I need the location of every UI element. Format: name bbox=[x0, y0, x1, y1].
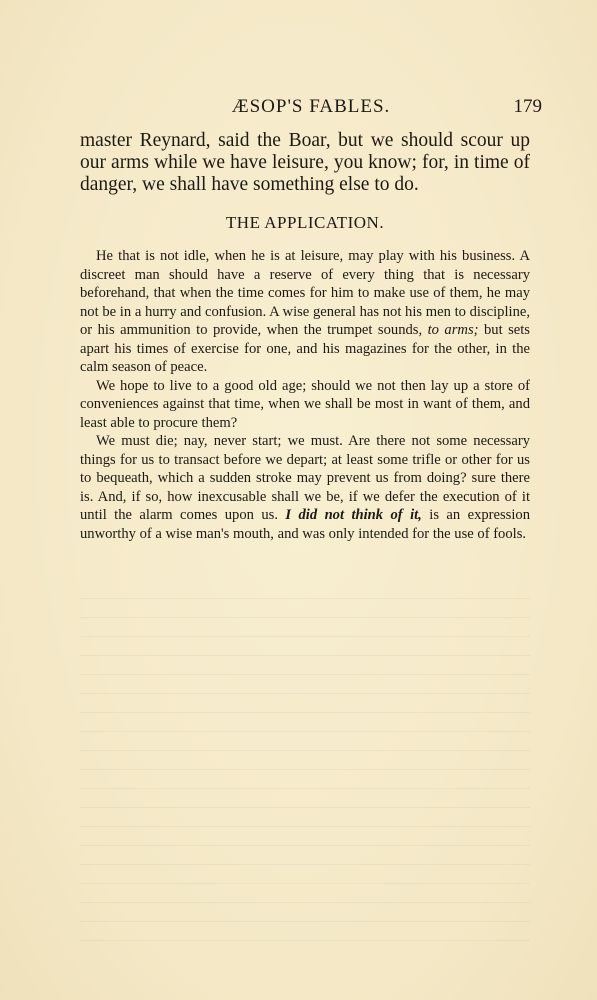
application-paragraph-2: We hope to live to a good old age; should we not then lay up a store of conveniences against that time, when we shall be most in want of them, and least able to procure them? bbox=[80, 377, 530, 431]
application-title: THE APPLICATION. bbox=[225, 213, 385, 232]
page-header bbox=[80, 96, 542, 120]
paragraph-1-text-b: but sets apart his times of exercise for one, and his magazines for the other, in the calm season of peace. bbox=[80, 322, 530, 375]
paragraph-1-text-a: He that is not idle, when he is at leisure, may play with his business. A discreet man should have a reserve of every thing that is necessary beforehand, that when the time comes for him to make use of them, he may not be in a hurry and confusion. A wise general has not his men to discipline, or his ammunition to provide, when the trumpet sounds, bbox=[80, 248, 530, 338]
application-body bbox=[80, 247, 530, 543]
fable-closing-text: master Reynard, said the Boar, but we should scour up our arms while we have leisure, you know; for, in time of danger, we shall have something else to do. bbox=[80, 130, 530, 195]
page-number: 179 bbox=[513, 96, 542, 117]
paragraph-1-emphasis: to arms; bbox=[427, 322, 479, 338]
paragraph-3-text-b: is an expression unworthy of a wise man's mouth, and was only intended for the use of fools. bbox=[80, 507, 531, 542]
paragraph-3-emphasis: I did not think of it, bbox=[285, 507, 422, 523]
running-head: ÆSOP'S FABLES. bbox=[231, 96, 391, 117]
application-paragraph-3 bbox=[80, 432, 530, 543]
paragraph-3-text-a: We must die; nay, never start; we must. Are there not some necessary things for us to transact before we depart; at least some trifle or other for us to bequeath, which a sudden stroke may prevent us from doing? sure there is. And, if so, how inexcusable shall we be, if we defer the execution of it until the alarm comes upon us. bbox=[80, 433, 530, 523]
bleed-through-texture bbox=[80, 585, 530, 945]
application-paragraph-1 bbox=[80, 247, 530, 377]
